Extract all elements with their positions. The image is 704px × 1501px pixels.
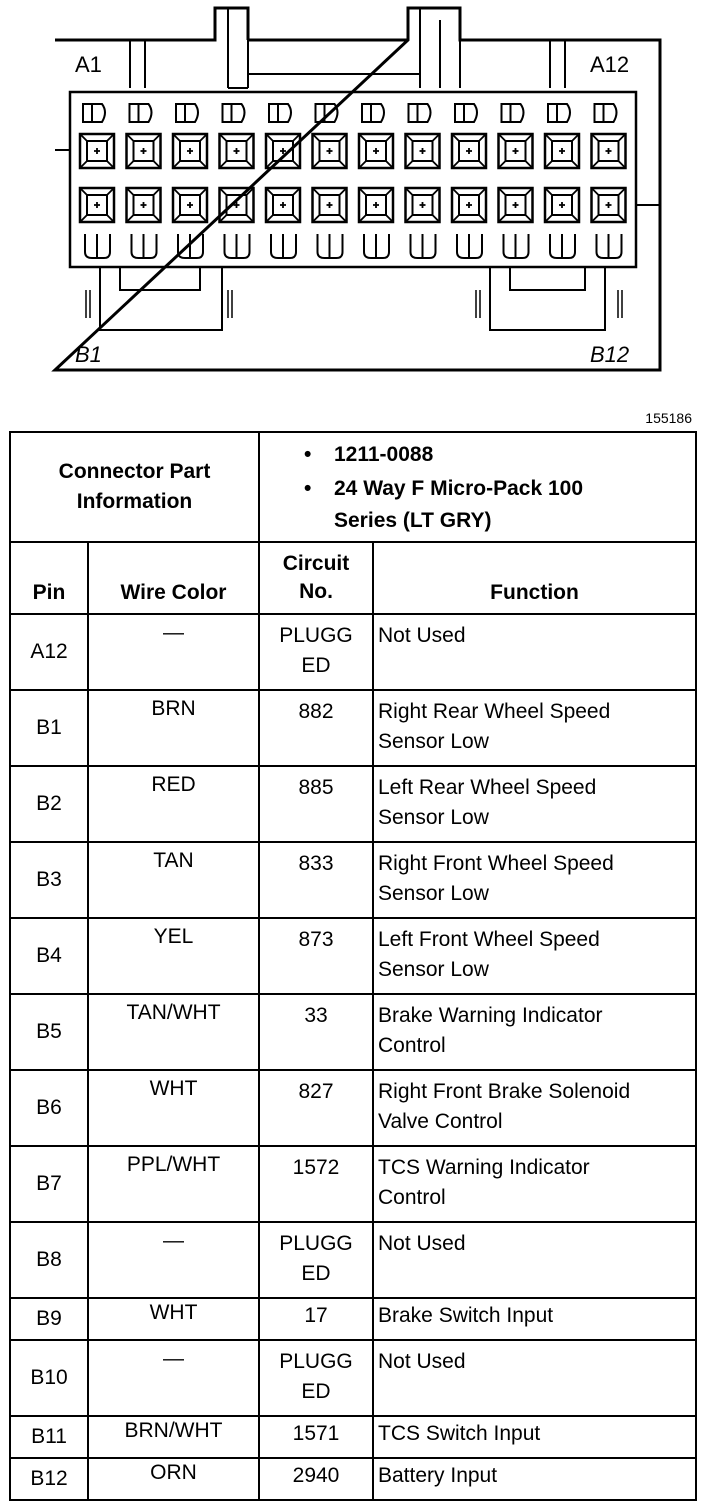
cell-function-text: Sensor Low (378, 882, 489, 905)
cell-wire-color (88, 1458, 259, 1500)
cell-pin (10, 1146, 88, 1222)
table-body (10, 614, 696, 1500)
pin-cavity-detail (313, 188, 347, 222)
cell-pin-text: B10 (30, 1366, 68, 1389)
pin-cavity-detail (499, 134, 533, 168)
pin-cavity-detail (592, 134, 626, 168)
connector-table (9, 431, 697, 1501)
cell-function-text: TCS Switch Input (378, 1422, 541, 1445)
pin-lock-top (130, 104, 152, 122)
pin-lock-top (409, 104, 431, 122)
cell-function (373, 1458, 696, 1500)
info-row (10, 432, 696, 542)
pin-lock-bottom (550, 234, 575, 258)
cell-pin (10, 1416, 88, 1458)
cell-circuit (259, 614, 373, 690)
table-row (10, 1458, 696, 1500)
pin-cavity-detail (545, 188, 579, 222)
cell-wire-color (88, 1070, 259, 1146)
pin-cavity-detail (313, 134, 347, 168)
pin-lock-top (362, 104, 384, 122)
pin-cavity-detail (127, 188, 161, 222)
pin-lock-top (83, 104, 105, 122)
pin-lock-top (269, 104, 291, 122)
cell-wire-color (88, 614, 259, 690)
cell-circuit-text: PLUGG (279, 1350, 353, 1373)
pin-label-b1: B1 (75, 342, 102, 367)
cell-pin (10, 1222, 88, 1298)
table-row (10, 1222, 696, 1298)
cell-circuit (259, 766, 373, 842)
cell-function (373, 842, 696, 918)
cell-circuit (259, 1070, 373, 1146)
connector-part-info-value (259, 432, 696, 542)
cell-function (373, 1416, 696, 1458)
cell-pin (10, 1340, 88, 1416)
cell-pin-text: B11 (31, 1425, 67, 1448)
figure-number: 155186 (645, 410, 692, 426)
cell-function-text: Battery Input (378, 1464, 498, 1487)
pin-cavity-detail (127, 134, 161, 168)
pin-cavity-detail (80, 188, 114, 222)
pin-cavity-detail (220, 188, 254, 222)
header-circuit-line2: No. (299, 580, 333, 603)
cell-wire-color-text: BRN (151, 697, 196, 720)
cell-pin (10, 614, 88, 690)
cell-function-text: Sensor Low (378, 958, 489, 981)
cell-circuit-text: 873 (298, 928, 334, 951)
pin-cavity-detail (452, 134, 486, 168)
cell-pin (10, 918, 88, 994)
cell-pin (10, 842, 88, 918)
header-circuit-line1: Circuit (282, 552, 350, 575)
cell-function-text: Brake Switch Input (378, 1304, 554, 1327)
cell-function-text: Right Front Wheel Speed (378, 852, 614, 875)
cell-wire-color (88, 690, 259, 766)
table-row (10, 1146, 696, 1222)
pin-lock-bottom (132, 234, 157, 258)
cell-wire-color (88, 1416, 259, 1458)
cell-circuit (259, 690, 373, 766)
cell-pin (10, 994, 88, 1070)
pin-cavity-detail (266, 188, 300, 222)
cell-circuit (259, 1416, 373, 1458)
header-pin: Pin (10, 542, 88, 614)
pin-lock-top (176, 104, 198, 122)
connector-diagram (0, 0, 704, 380)
part-description-line2: Series (LT GRY) (334, 509, 492, 532)
cell-function-text: Valve Control (378, 1110, 503, 1133)
cell-circuit (259, 842, 373, 918)
cell-wire-color-text: — (163, 1229, 184, 1252)
cell-function-text: Not Used (378, 624, 466, 647)
table-row (10, 1070, 696, 1146)
cell-function (373, 690, 696, 766)
cell-pin-text: B2 (36, 792, 62, 815)
cell-pin-text: B9 (36, 1307, 62, 1330)
cell-circuit-text: ED (301, 1262, 331, 1285)
pin-lock-bottom (85, 234, 110, 258)
pin-lock-bottom (457, 234, 482, 258)
cell-wire-color (88, 1146, 259, 1222)
connector-part-info-label (10, 432, 259, 542)
cell-circuit (259, 1340, 373, 1416)
cell-pin-text: A12 (30, 640, 68, 663)
pin-cavity-detail (406, 134, 440, 168)
pin-cavity-detail (499, 188, 533, 222)
cell-circuit-text: 1571 (292, 1422, 340, 1445)
cell-wire-color-text: — (163, 621, 184, 644)
cell-wire-color-text: ORN (150, 1461, 197, 1484)
cell-function (373, 1146, 696, 1222)
cell-function-text: Not Used (378, 1350, 466, 1373)
cell-circuit-text: 1572 (292, 1156, 340, 1179)
part-number: • 1211-0088 (304, 439, 695, 471)
cell-function (373, 614, 696, 690)
pin-lock-bottom (318, 234, 343, 258)
cell-circuit-text: PLUGG (279, 624, 353, 647)
cell-circuit (259, 918, 373, 994)
pin-lock-bottom (225, 234, 250, 258)
cell-wire-color (88, 918, 259, 994)
cell-pin-text: B1 (36, 716, 62, 739)
cell-wire-color (88, 1298, 259, 1340)
cell-circuit-text: ED (301, 1380, 331, 1403)
cell-pin (10, 1070, 88, 1146)
part-description-line1: 24 Way F Micro-Pack 100 (334, 477, 584, 500)
cell-wire-color-text: TAN/WHT (126, 1001, 221, 1024)
cell-wire-color (88, 994, 259, 1070)
info-title-line1: Connector Part (58, 460, 211, 483)
cell-circuit-text: 885 (298, 776, 334, 799)
cell-pin-text: B3 (36, 868, 62, 891)
pin-lock-bottom (504, 234, 529, 258)
part-description (304, 473, 695, 537)
pin-cavity-detail (545, 134, 579, 168)
cell-circuit-text: 833 (298, 852, 334, 875)
pin-cavity-detail (406, 188, 440, 222)
pin-lock-top (548, 104, 570, 122)
cell-function-text: Sensor Low (378, 730, 489, 753)
pin-lock-bottom (597, 234, 622, 258)
cell-wire-color-text: — (163, 1347, 184, 1370)
cell-circuit-text: 882 (298, 700, 334, 723)
table-row (10, 1340, 696, 1416)
cell-circuit (259, 994, 373, 1070)
cell-circuit (259, 1298, 373, 1340)
cell-circuit-text: 827 (298, 1080, 334, 1103)
cell-pin-text: B4 (36, 944, 62, 967)
info-title-line2: Information (76, 490, 193, 513)
header-row (10, 542, 696, 614)
cell-wire-color-text: WHT (149, 1301, 198, 1324)
cell-pin-text: B12 (30, 1467, 68, 1490)
cell-function-text: Right Front Brake Solenoid (378, 1080, 631, 1103)
table-row (10, 614, 696, 690)
cell-pin (10, 1298, 88, 1340)
cell-pin-text: B5 (36, 1020, 62, 1043)
cell-function-text: Sensor Low (378, 806, 489, 829)
cell-function-text: Left Front Wheel Speed (378, 928, 600, 951)
table-row (10, 766, 696, 842)
cell-wire-color-text: YEL (153, 925, 194, 948)
cell-wire-color-text: RED (151, 773, 196, 796)
cell-circuit-text: 17 (304, 1304, 328, 1327)
cell-circuit (259, 1222, 373, 1298)
pin-lock-top (316, 104, 338, 122)
cell-wire-color (88, 1340, 259, 1416)
cell-wire-color (88, 842, 259, 918)
table-row (10, 1298, 696, 1340)
cell-wire-color-text: TAN (153, 849, 194, 872)
cell-circuit-text: 2940 (292, 1464, 340, 1487)
pin-cavity-detail (592, 188, 626, 222)
cell-wire-color (88, 1222, 259, 1298)
pin-cavity-detail (220, 134, 254, 168)
table-row (10, 994, 696, 1070)
pin-lock-top (223, 104, 245, 122)
cell-function (373, 918, 696, 994)
pin-lock-top (502, 104, 524, 122)
pin-label-a12: A12 (590, 52, 630, 77)
cell-circuit-text: PLUGG (279, 1232, 353, 1255)
cell-wire-color (88, 766, 259, 842)
pin-cavity-detail (266, 134, 300, 168)
cell-circuit-text: ED (301, 654, 331, 677)
table-row (10, 918, 696, 994)
header-function: Function (373, 542, 696, 614)
cell-pin (10, 690, 88, 766)
cell-circuit (259, 1458, 373, 1500)
pin-lock-bottom (178, 234, 203, 258)
pin-lock-bottom (364, 234, 389, 258)
pin-label-a1: A1 (75, 52, 102, 77)
cell-pin (10, 766, 88, 842)
cell-pin-text: B8 (36, 1248, 62, 1271)
pin-lock-top (455, 104, 477, 122)
cell-wire-color-text: BRN/WHT (124, 1419, 223, 1442)
cell-function-text: Not Used (378, 1232, 466, 1255)
cell-function-text: TCS Warning Indicator (378, 1156, 590, 1179)
cell-function (373, 1222, 696, 1298)
cell-function (373, 766, 696, 842)
pin-lock-top (595, 104, 617, 122)
cell-function (373, 1340, 696, 1416)
cell-function (373, 1298, 696, 1340)
pin-lock-bottom (271, 234, 296, 258)
cell-function (373, 994, 696, 1070)
cell-pin (10, 1458, 88, 1500)
cell-function-text: Right Rear Wheel Speed (378, 700, 611, 723)
table-row (10, 1416, 696, 1458)
cell-circuit (259, 1146, 373, 1222)
cell-pin-text: B6 (36, 1096, 62, 1119)
cell-function-text: Control (378, 1034, 446, 1057)
table-row (10, 690, 696, 766)
pin-cavity-detail (359, 188, 393, 222)
pin-label-b12: B12 (590, 342, 630, 367)
cell-function-text: Control (378, 1186, 446, 1209)
cell-circuit-text: 33 (304, 1004, 328, 1027)
cell-pin-text: B7 (36, 1172, 62, 1195)
cell-function (373, 1070, 696, 1146)
pin-cavity-detail (173, 134, 207, 168)
cell-function-text: Left Rear Wheel Speed (378, 776, 597, 799)
pin-cavity-detail (80, 134, 114, 168)
pin-cavity-detail (173, 188, 207, 222)
header-wire-color: Wire Color (88, 542, 259, 614)
cell-wire-color-text: PPL/WHT (126, 1153, 221, 1176)
pin-cavity-detail (452, 188, 486, 222)
header-circuit (259, 542, 373, 614)
pin-lock-bottom (411, 234, 436, 258)
cell-wire-color-text: WHT (149, 1077, 198, 1100)
pin-cavity-detail (359, 134, 393, 168)
connector-pins (80, 104, 626, 258)
table-row (10, 842, 696, 918)
cell-function-text: Brake Warning Indicator (378, 1004, 603, 1027)
